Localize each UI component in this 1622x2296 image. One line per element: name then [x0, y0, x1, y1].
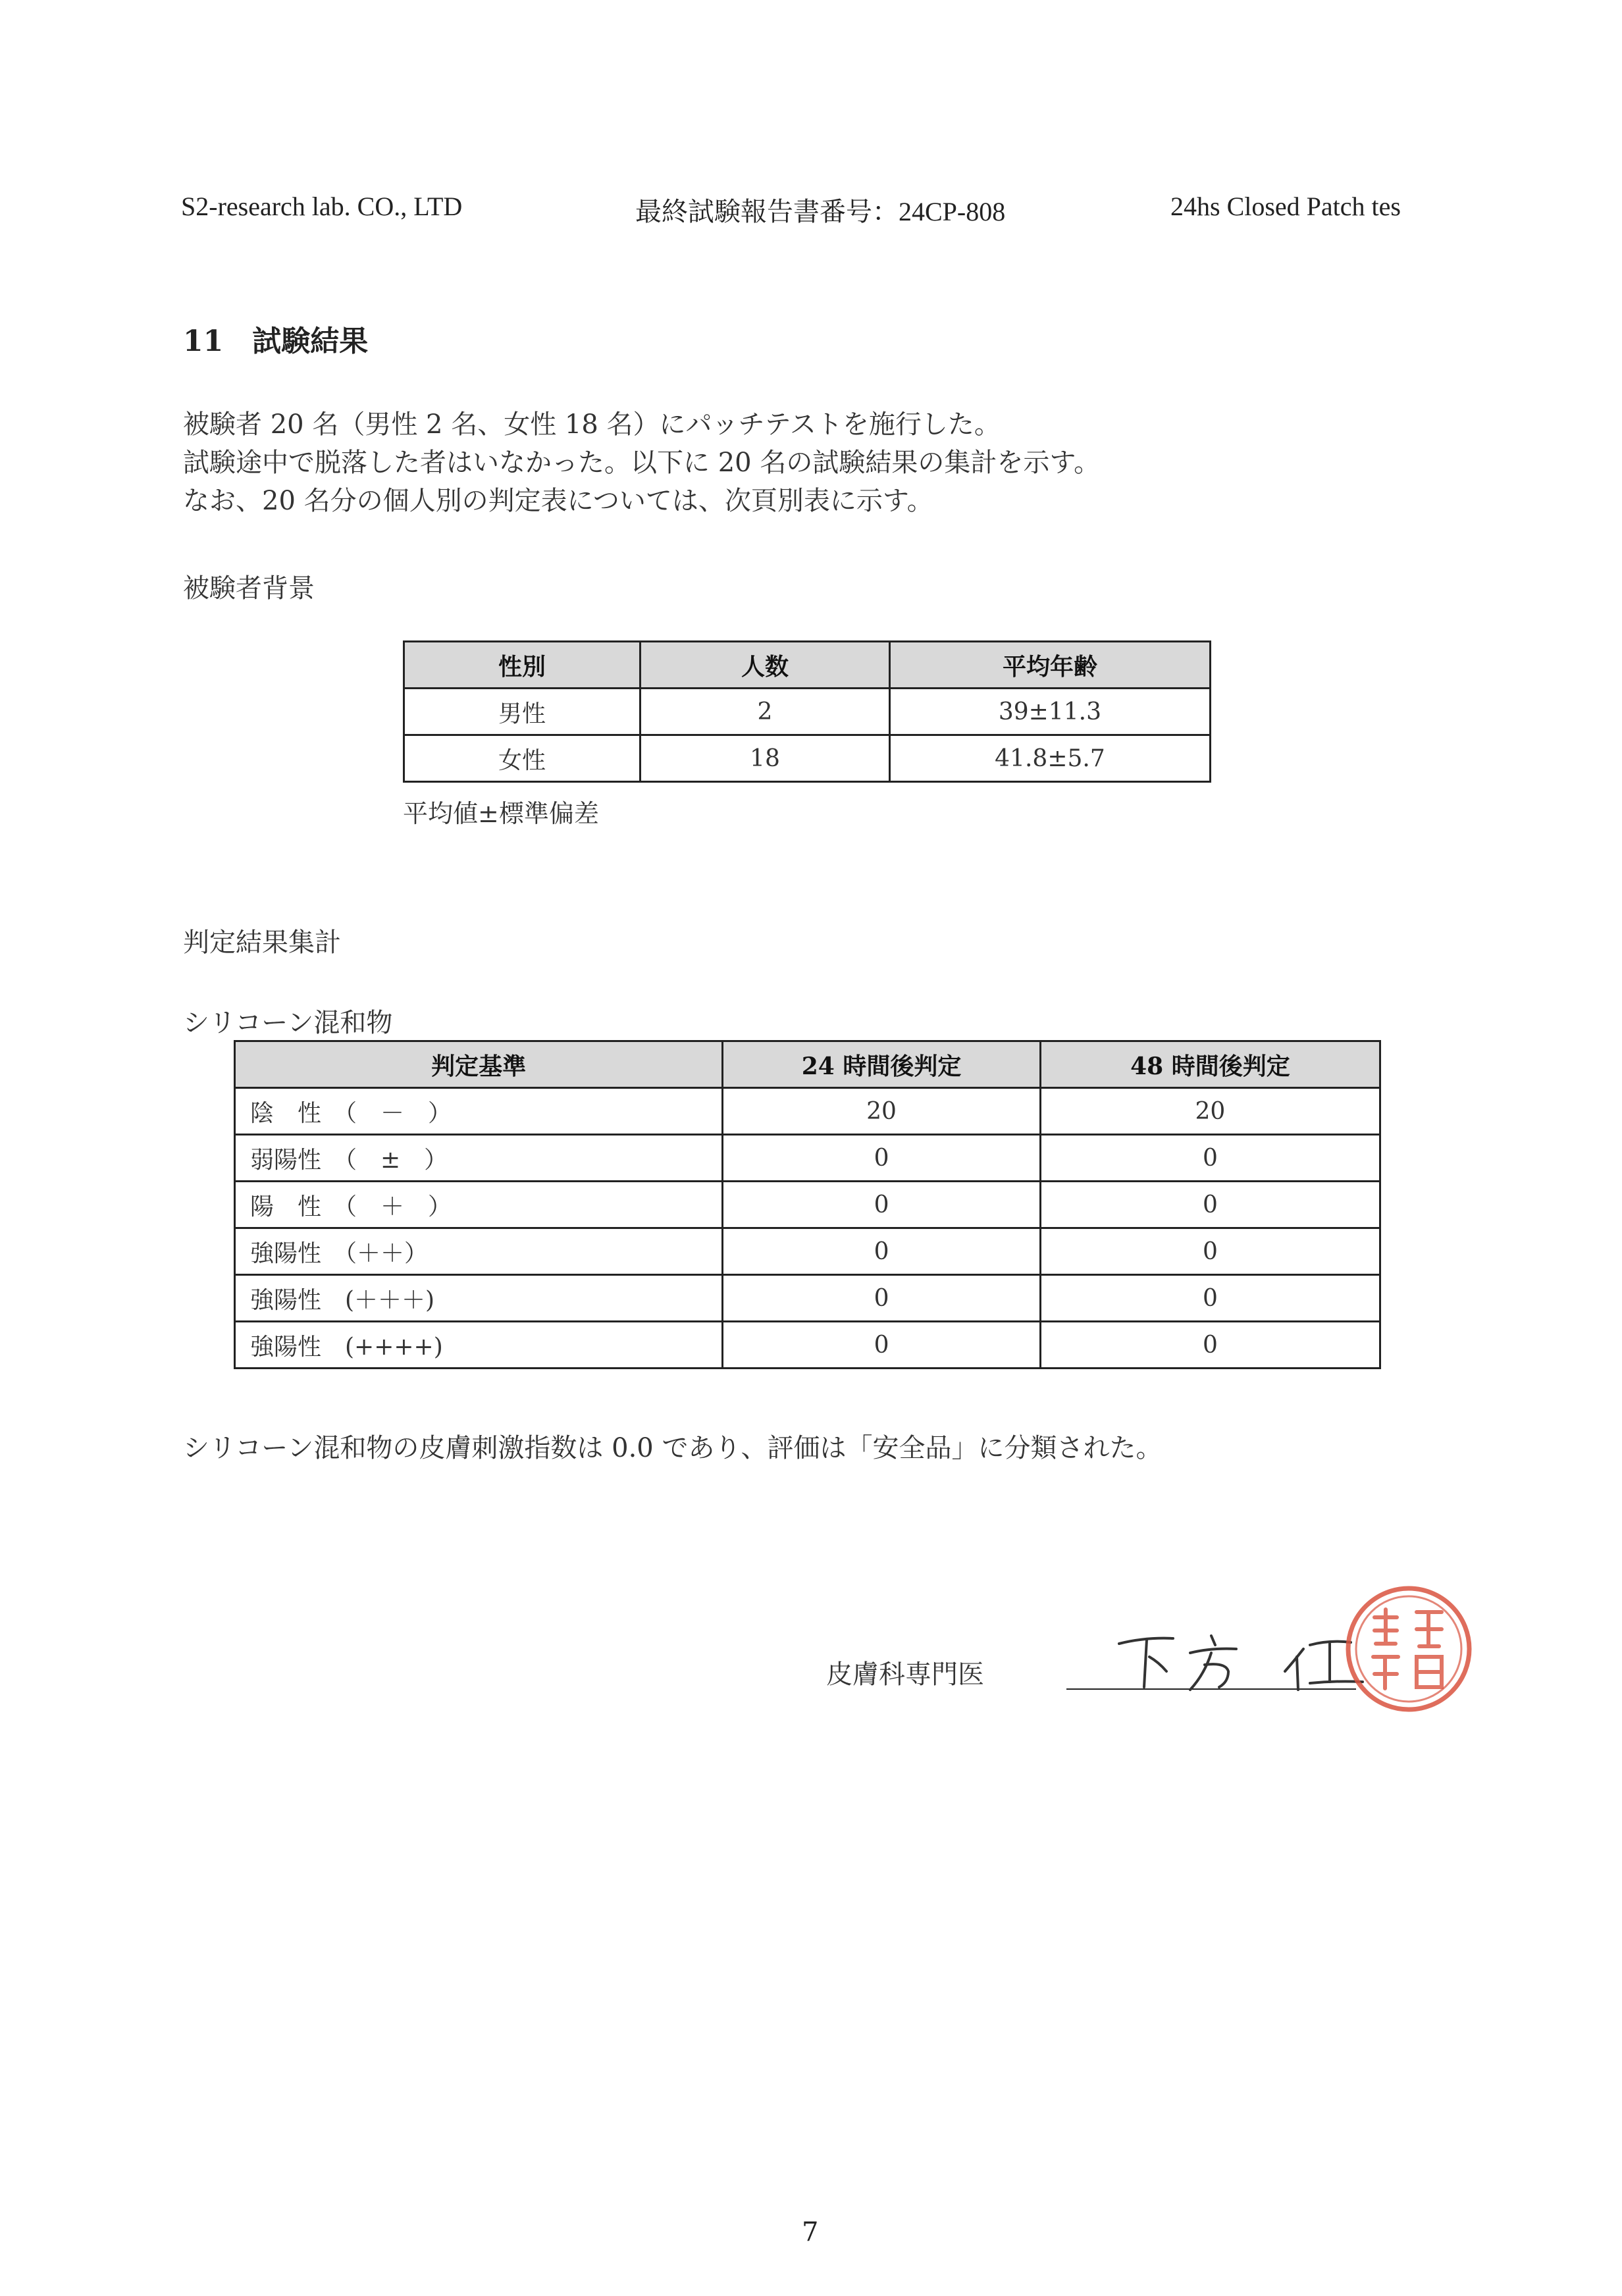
table-cell: 0: [1040, 1228, 1380, 1275]
subjects-label: 被験者背景: [183, 573, 315, 604]
table-header-cell: 性別: [404, 642, 641, 689]
table-cell: 強陽性 （＋＋）: [235, 1228, 723, 1275]
table-row: [235, 1275, 1380, 1322]
table-cell: 強陽性 (++++): [235, 1322, 723, 1369]
table-row: [235, 1088, 1380, 1135]
table-cell: 強陽性 (＋＋＋): [235, 1275, 723, 1322]
section-title: 11 試験結果: [183, 325, 369, 358]
table-cell: 0: [723, 1182, 1040, 1228]
table-cell: 0: [1040, 1322, 1380, 1369]
table-cell: 0: [1040, 1135, 1380, 1182]
subjects-note: 平均値±標準偏差: [403, 799, 599, 828]
table-cell: 弱陽性 （ ± ）: [235, 1135, 723, 1182]
table-cell: 41.8±5.7: [889, 735, 1210, 782]
table-header-cell: 判定基準: [235, 1041, 723, 1088]
table-cell: 39±11.3: [889, 689, 1210, 735]
paragraph-2: 試験途中で脱落した者はいなかった。以下に 20 名の試験結果の集計を示す。: [183, 448, 1101, 478]
header-company: S2-research lab. CO., LTD: [181, 192, 463, 221]
table-row: [404, 689, 1211, 735]
table-cell: 20: [723, 1088, 1040, 1135]
table-cell: 18: [641, 735, 890, 782]
table-header-cell: 48 時間後判定: [1040, 1041, 1380, 1088]
conclusion-text: シリコーン混和物の皮膚刺激指数は 0.0 であり、評価は「安全品」に分類された。: [183, 1433, 1163, 1463]
table-cell: 男性: [404, 689, 641, 735]
header-test-name: 24hs Closed Patch tes: [1170, 192, 1401, 221]
results-table: [234, 1040, 1381, 1369]
paragraph-1: 被験者 20 名（男性 2 名、女性 18 名）にパッチテストを施行した。: [183, 409, 1001, 440]
table-row: [235, 1322, 1380, 1369]
table-header-row: [404, 642, 1211, 689]
table-cell: 陰 性 （ － ）: [235, 1088, 723, 1135]
table-cell: 2: [641, 689, 890, 735]
table-cell: 0: [723, 1275, 1040, 1322]
table-cell: 女性: [404, 735, 641, 782]
table-header-cell: 平均年齢: [889, 642, 1210, 689]
signature-role: 皮膚科専門医: [826, 1659, 984, 1690]
table-cell: 0: [723, 1135, 1040, 1182]
table-header-cell: 24 時間後判定: [723, 1041, 1040, 1088]
table-row: [235, 1135, 1380, 1182]
page-number: 7: [802, 2217, 819, 2247]
seal-stamp: [1343, 1583, 1475, 1715]
subjects-table: [403, 640, 1211, 783]
table-row: [404, 735, 1211, 782]
header-report-number: 最終試験報告書番号：24CP-808: [635, 197, 1006, 226]
table-cell: 0: [723, 1228, 1040, 1275]
paragraph-3: なお、20 名分の個人別の判定表については、次頁別表に示す。: [183, 486, 933, 516]
table-header-cell: 人数: [641, 642, 890, 689]
table-cell: 0: [1040, 1275, 1380, 1322]
results-label: 判定結果集計: [183, 927, 341, 958]
table-cell: 0: [723, 1322, 1040, 1369]
material-label: シリコーン混和物: [183, 1008, 393, 1038]
table-header-row: [235, 1041, 1380, 1088]
table-row: [235, 1182, 1380, 1228]
table-cell: 陽 性 （ ＋ ）: [235, 1182, 723, 1228]
table-cell: 20: [1040, 1088, 1380, 1135]
table-cell: 0: [1040, 1182, 1380, 1228]
table-row: [235, 1228, 1380, 1275]
